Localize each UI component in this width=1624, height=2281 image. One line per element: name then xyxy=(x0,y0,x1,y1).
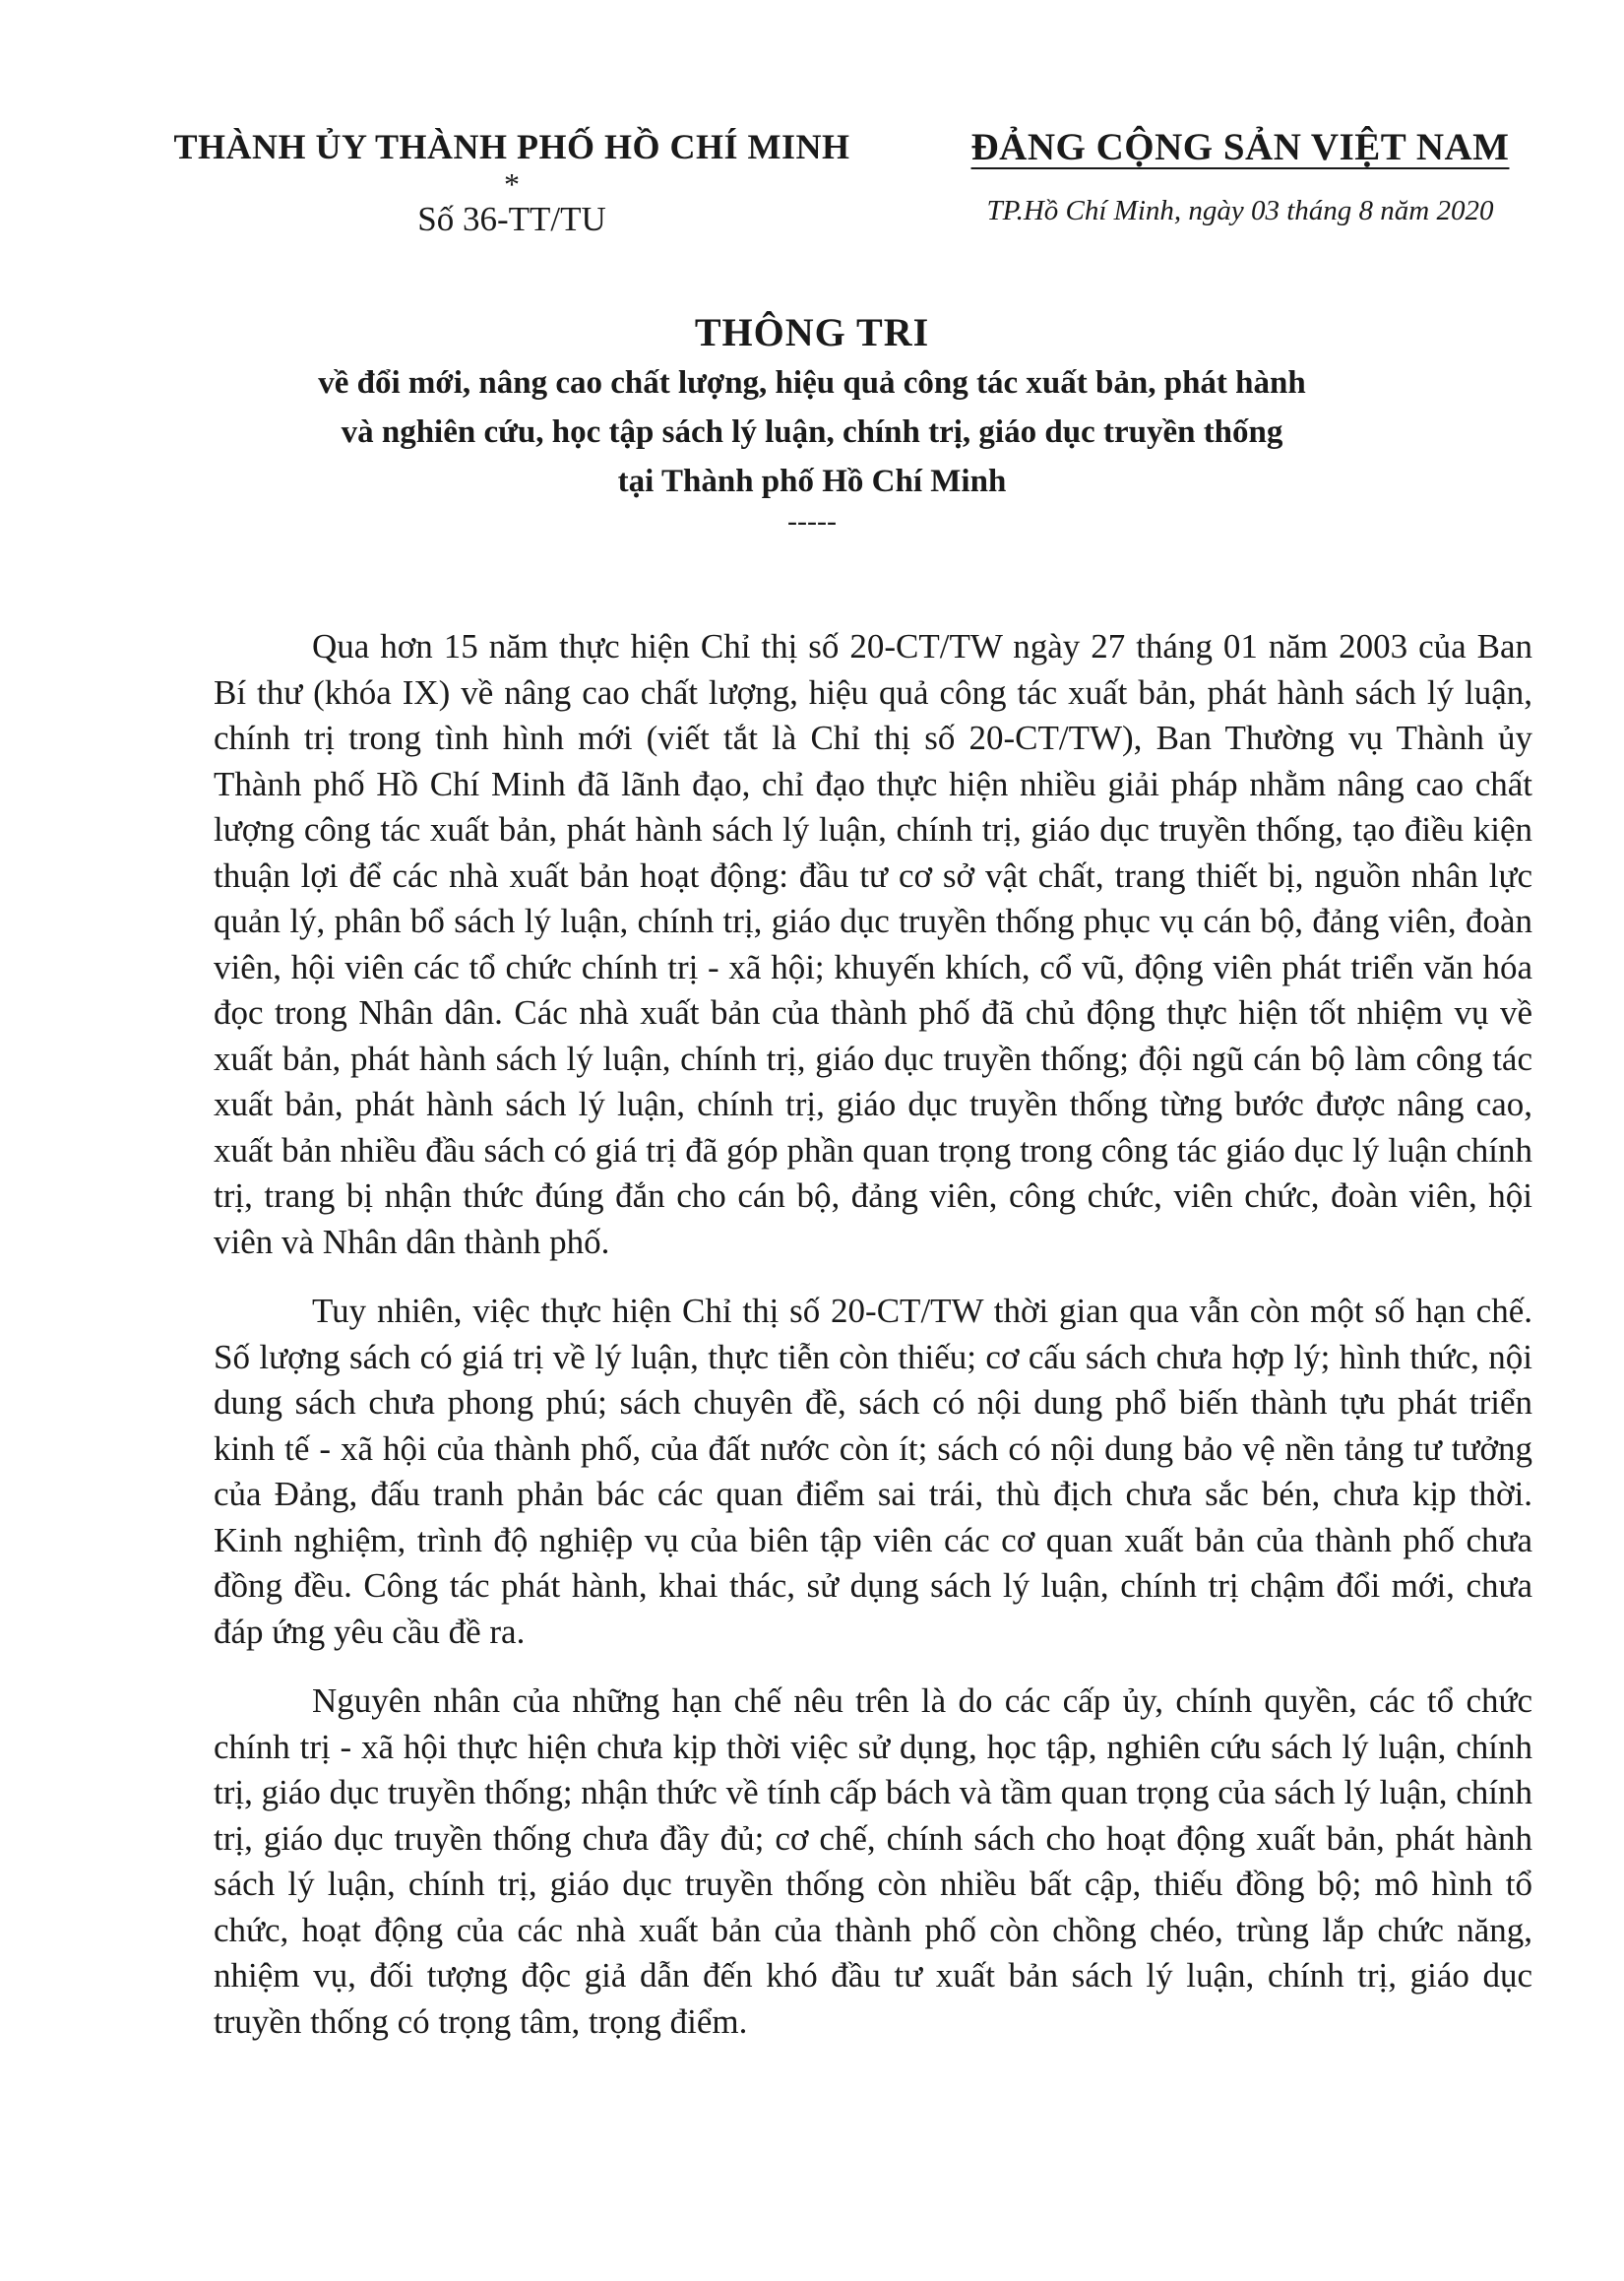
document-title-block xyxy=(0,308,1624,537)
body-paragraph-1: Qua hơn 15 năm thực hiện Chỉ thị số 20-CT/TW ngày 27 tháng 01 năm 2003 của Ban Bí thư (khóa IX) về nâng cao chất lượng, hiệu quả công tác xuất bản, phát hành sách lý luận, chính trị trong tình hình mới (viết tắt là Chỉ thị số 20-CT/TW), Ban Thường vụ Thành ủy Thành phố Hồ Chí Minh đã lãnh đạo, chỉ đạo thực hiện nhiều giải pháp nhằm nâng cao chất lượng công tác xuất bản, phát hành sách lý luận, chính trị, giáo dục truyền thống, tạo điều kiện thuận lợi để các nhà xuất bản hoạt động: đầu tư cơ sở vật chất, trang thiết bị, nguồn nhân lực quản lý, phân bổ sách lý luận, chính trị, giáo dục truyền thống phục vụ cán bộ, đảng viên, đoàn viên, hội viên các tổ chức chính trị - xã hội; khuyến khích, cổ vũ, động viên phát triển văn hóa đọc trong Nhân dân. Các nhà xuất bản của thành phố đã chủ động thực hiện tốt nhiệm vụ về xuất bản, phát hành sách lý luận, chính trị, giáo dục truyền thống; đội ngũ cán bộ làm công tác xuất bản, phát hành sách lý luận, chính trị, giáo dục truyền thống từng bước được nâng cao, xuất bản nhiều đầu sách có giá trị đã góp phần quan trọng trong công tác giáo dục lý luận chính trị, trang bị nhận thức đúng đắn cho cán bộ, đảng viên, công chức, viên chức, đoàn viên, hội viên và Nhân dân thành phố. xyxy=(214,627,1532,1261)
document-subject-line-1: về đổi mới, nâng cao chất lượng, hiệu quả công tác xuất bản, phát hành xyxy=(318,365,1306,401)
body-paragraph-3: Nguyên nhân của những hạn chế nêu trên là do các cấp ủy, chính quyền, các tổ chức chính trị - xã hội thực hiện chưa kịp thời việc sử dụng, học tập, nghiên cứu sách lý luận, chính trị, giáo dục truyền thống; nhận thức về tính cấp bách và tầm quan trọng của sách lý luận, chính trị, giáo dục truyền thống chưa đầy đủ; cơ chế, chính sách cho hoạt động xuất bản, phát hành sách lý luận, chính trị, giáo dục truyền thống còn nhiều bất cập, thiếu đồng bộ; mô hình tổ chức, hoạt động của các nhà xuất bản của thành phố còn chồng chéo, trùng lắp chức năng, nhiệm vụ, đối tượng độc giả dẫn đến khó đầu tư xuất bản sách lý luận, chính trị, giáo dục truyền thống có trọng tâm, trọng điểm. xyxy=(214,1681,1532,2041)
body-paragraph-2: Tuy nhiên, việc thực hiện Chỉ thị số 20-CT/TW thời gian qua vẫn còn một số hạn chế. Số lượng sách có giá trị về lý luận, thực tiễn còn thiếu; cơ cấu sách chưa hợp lý; hình thức, nội dung sách chưa phong phú; sách chuyên đề, sách có nội dung phổ biến thành tựu phát triển kinh tế - xã hội của thành phố, của đất nước còn ít; sách có nội dung bảo vệ nền tảng tư tưởng của Đảng, đấu tranh phản bác các quan điểm sai trái, thù địch chưa sắc bén, chưa kịp thời. Kinh nghiệm, trình độ nghiệp vụ của biên tập viên các cơ quan xuất bản của thành phố chưa đồng đều. Công tác phát hành, khai thác, sử dụng sách lý luận, chính trị chậm đổi mới, chưa đáp ứng yêu cầu đề ra. xyxy=(214,1292,1532,1651)
party-name: ĐẢNG CỘNG SẢN VIỆT NAM xyxy=(970,126,1510,168)
place-and-date: TP.Hồ Chí Minh, ngày 03 tháng 8 năm 2020 xyxy=(986,195,1494,226)
issuing-authority-block xyxy=(118,126,906,240)
organization-name: THÀNH ỦY THÀNH PHỐ HỒ CHÍ MINH xyxy=(173,127,850,166)
document-number: Số 36-TT/TU xyxy=(417,200,606,238)
document-subject-line-3: tại Thành phố Hồ Chí Minh xyxy=(617,464,1007,499)
title-separator: ----- xyxy=(787,505,837,538)
document-type: THÔNG TRI xyxy=(694,310,930,354)
national-header-block xyxy=(935,126,1545,230)
document-body xyxy=(214,624,1532,2068)
asterisk-mark: * xyxy=(504,166,520,202)
document-subject-line-2: và nghiên cứu, học tập sách lý luận, chính trị, giáo dục truyền thống xyxy=(341,414,1283,450)
